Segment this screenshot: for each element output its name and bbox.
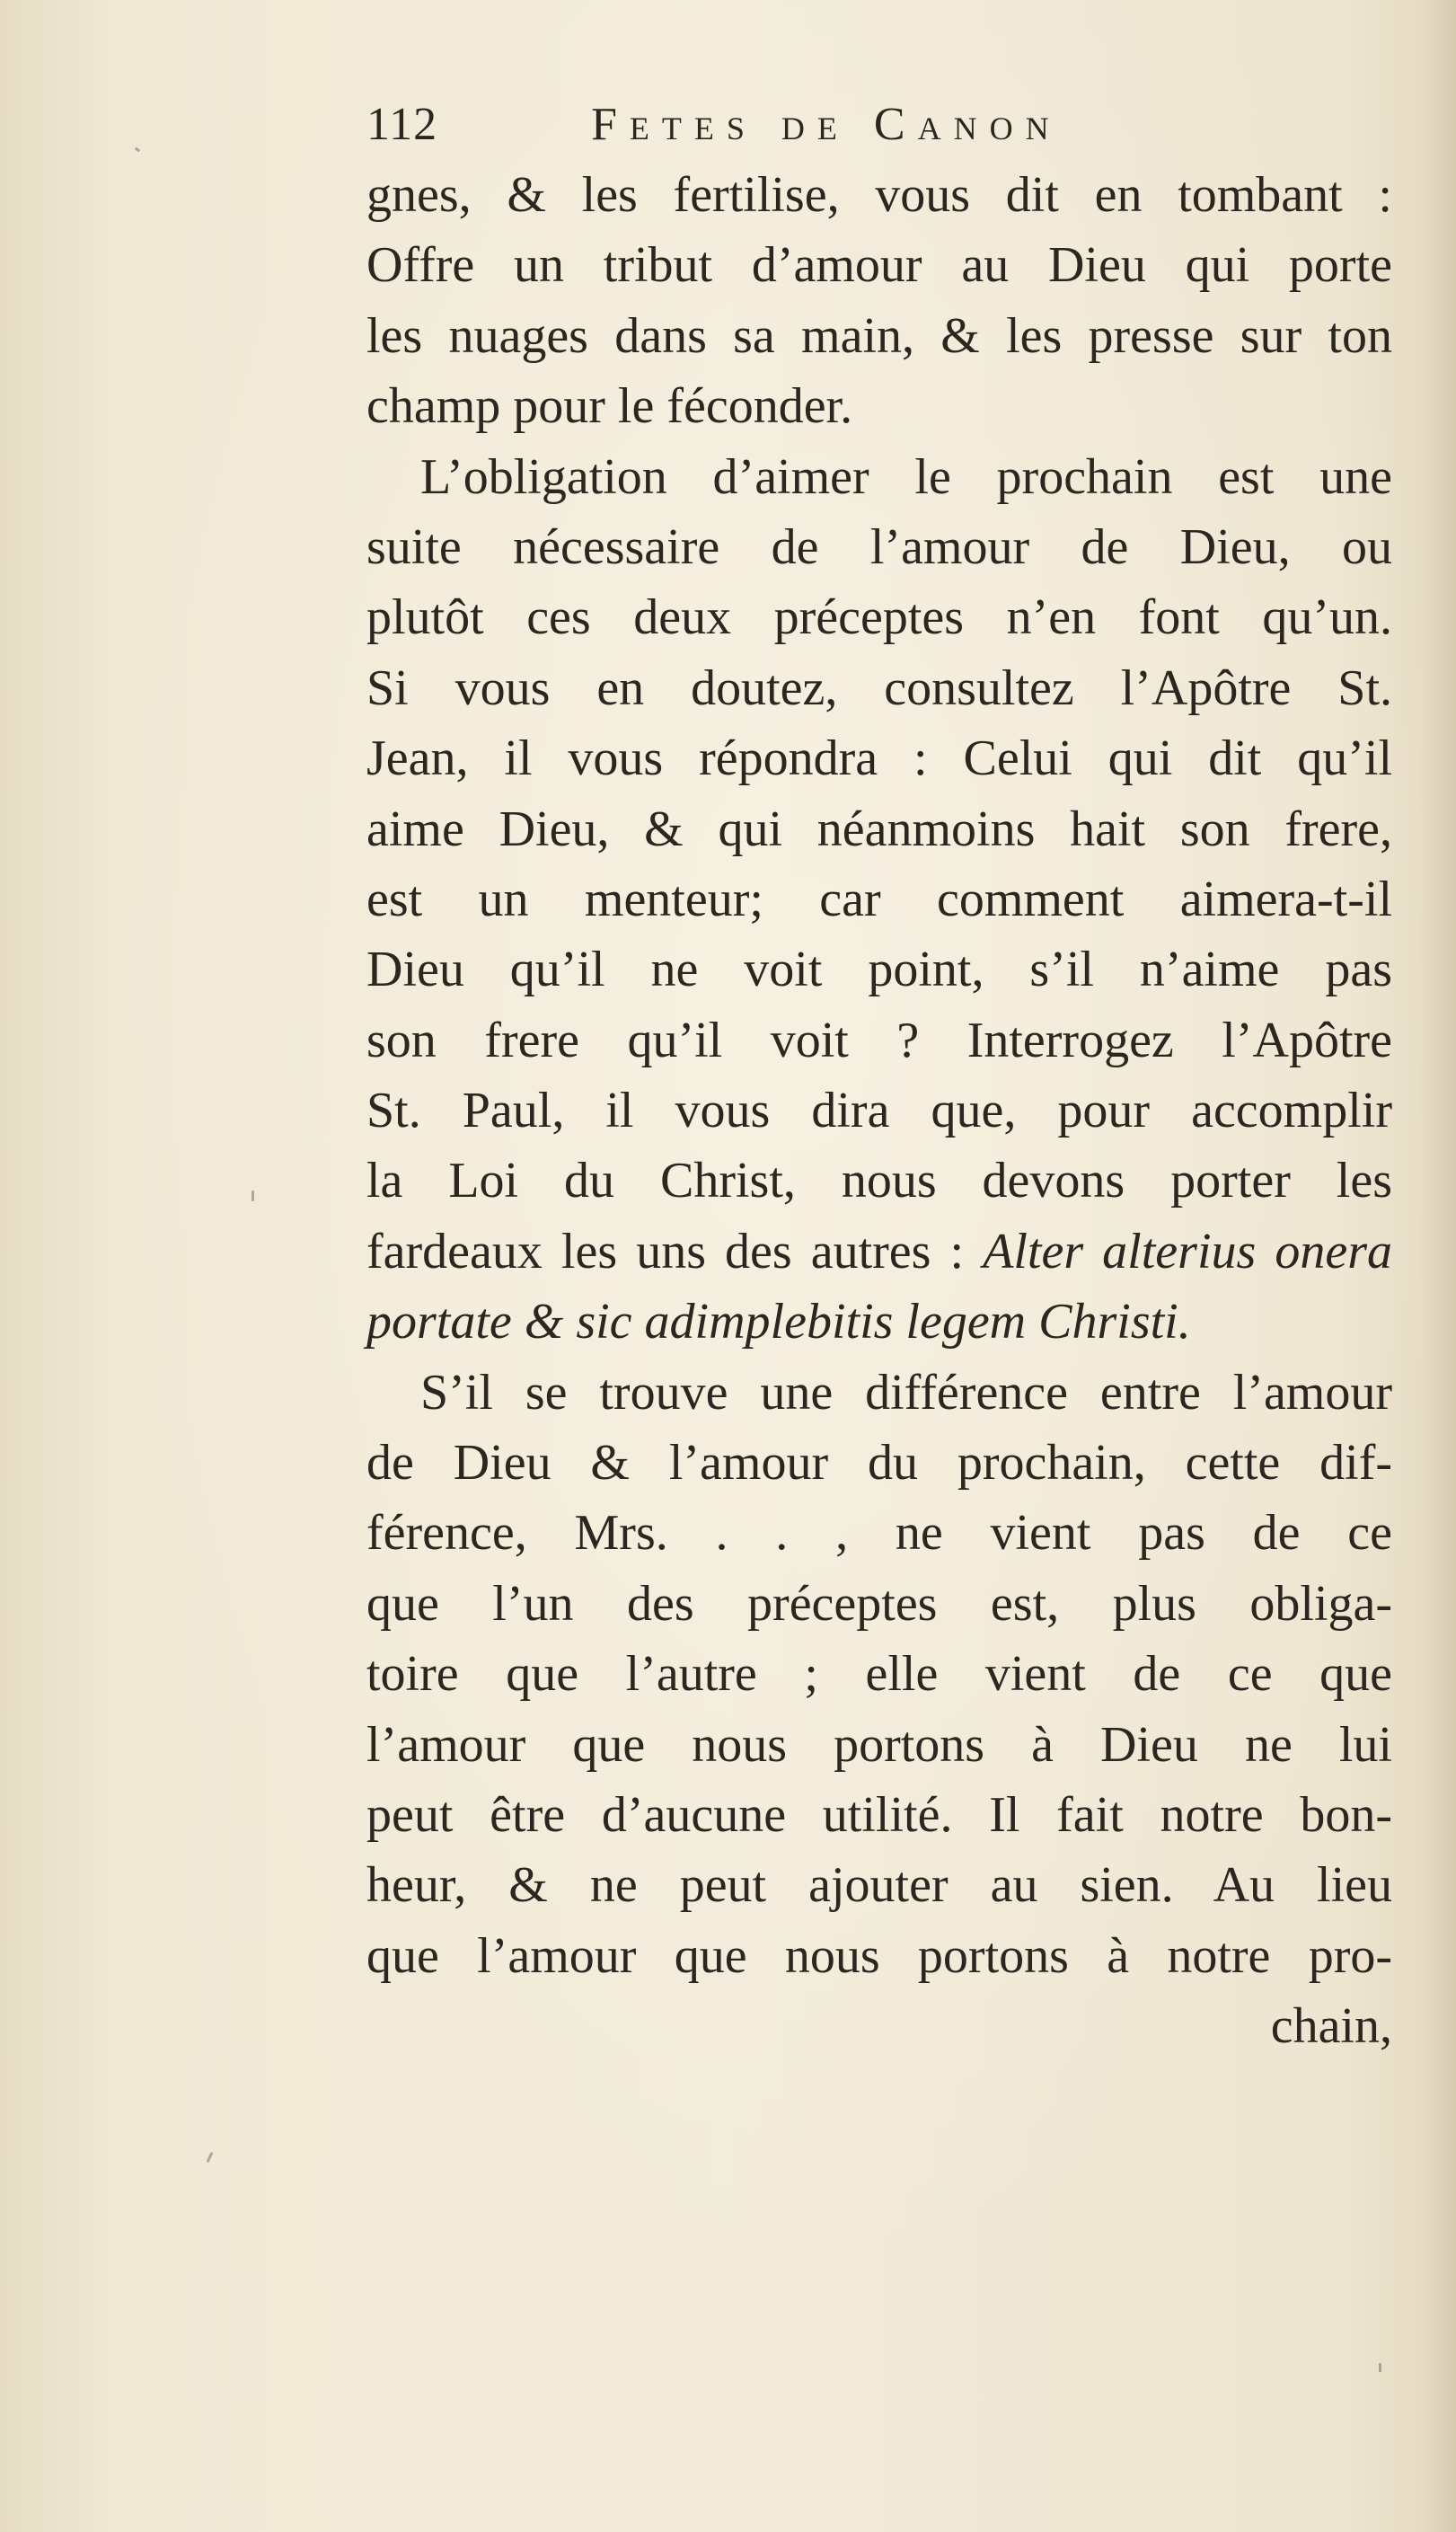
text-line: Si vous en doutez, consultez l’Apôtre St.: [366, 660, 1392, 716]
catchword: chain,: [1270, 1998, 1392, 2055]
page-header: [366, 93, 1399, 156]
text-line: que l’amour que nous portons à notre pro-: [366, 1927, 1392, 1984]
latin-quote: Alter alterius onera: [983, 1223, 1392, 1279]
page-edge-shadow: [1420, 0, 1456, 2532]
text-line: gnes, & les fertilise, vous dit en tombant :: [366, 167, 1392, 223]
paper-speck: [135, 147, 141, 153]
text-line: Dieu qu’il ne voit point, s’il n’aime pas: [366, 942, 1392, 998]
text-line: de Dieu & l’amour du prochain, cette dif-: [366, 1435, 1392, 1492]
text-line: est un menteur; car comment aimera-t-il: [366, 871, 1392, 927]
paper-speck: [207, 2152, 214, 2163]
text-line: Jean, il vous répondra : Celui qui dit qu’il: [366, 730, 1392, 787]
text-line: aime Dieu, & qui néanmoins hait son frere,: [366, 801, 1392, 857]
body-text: [366, 160, 1392, 2062]
text-line: heur, & ne peut ajouter au sien. Au lieu: [366, 1857, 1392, 1914]
text-line: fardeaux les uns des autres : Alter alterius onera: [366, 1223, 1392, 1279]
text-line: la Loi du Christ, nous devons porter les: [366, 1153, 1392, 1209]
text-line: toire que l’autre ; elle vient de ce que: [366, 1646, 1392, 1703]
paper-speck: [1379, 2363, 1381, 2372]
text-line: que l’un des préceptes est, plus obliga-: [366, 1575, 1392, 1632]
page-number: 112: [366, 99, 438, 150]
text-line: les nuages dans sa main, & les presse sur ton: [366, 307, 1392, 364]
paper-speck: [251, 1191, 254, 1201]
text-line: l’amour que nous portons à Dieu ne lui: [366, 1716, 1392, 1773]
latin-quote-line: portate & sic adimplebitis legem Christi.: [366, 1294, 1191, 1350]
paragraph-start-line: S’il se trouve une différence entre l’amour: [420, 1364, 1392, 1421]
running-head: Fetes de Canon: [591, 99, 1062, 150]
text-line: champ pour le féconder.: [366, 378, 853, 435]
text-line: férence, Mrs. . . , ne vient pas de ce: [366, 1505, 1392, 1562]
text-line: peut être d’aucune utilité. Il fait notre bon-: [366, 1786, 1392, 1843]
text-line: son frere qu’il voit ? Interrogez l’Apôtre: [366, 1012, 1392, 1068]
text-line: St. Paul, il vous dira que, pour accomplir: [366, 1083, 1392, 1139]
text-line: plutôt ces deux préceptes n’en font qu’un.: [366, 589, 1392, 646]
text-line: Offre un tribut d’amour au Dieu qui porte: [366, 237, 1392, 294]
paragraph-start-line: L’obligation d’aimer le prochain est une: [420, 448, 1392, 505]
text-line: suite nécessaire de l’amour de Dieu, ou: [366, 518, 1392, 575]
